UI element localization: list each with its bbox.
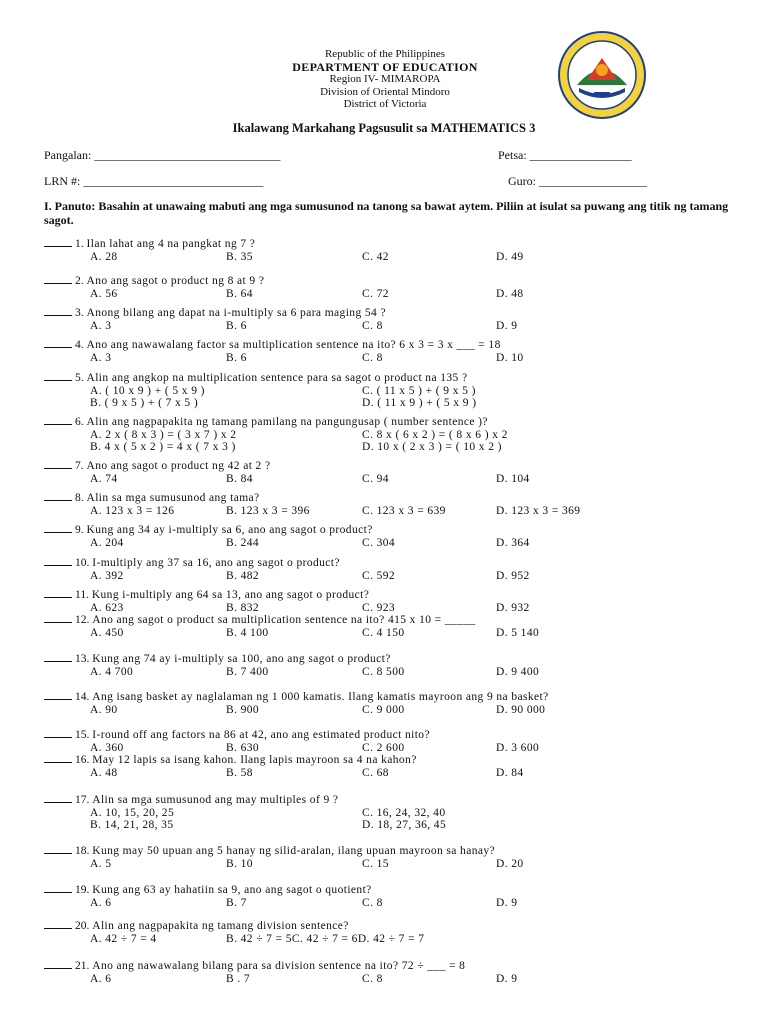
answer-blank[interactable] bbox=[44, 565, 72, 566]
question-number: 17. bbox=[75, 794, 93, 806]
question-number: 19. bbox=[75, 884, 93, 896]
question-number: 4. bbox=[75, 339, 87, 351]
option-row bbox=[44, 352, 744, 365]
answer-option: A. 2 x ( 8 x 3 ) = ( 3 x 7 ) x 2 bbox=[90, 428, 237, 441]
option-row bbox=[44, 288, 744, 301]
option-row bbox=[44, 973, 744, 986]
answer-option: B. 630 bbox=[226, 741, 260, 754]
answer-blank[interactable] bbox=[44, 315, 72, 316]
question-number: 20. bbox=[75, 920, 93, 932]
question-12 bbox=[44, 614, 744, 639]
answer-option: D. 952 bbox=[496, 569, 530, 582]
answer-option: A. 48 bbox=[90, 766, 118, 779]
answer-blank[interactable] bbox=[44, 737, 72, 738]
date-field[interactable]: Petsa: _________________ bbox=[498, 148, 632, 162]
answer-option: D. 5 140 bbox=[496, 626, 540, 639]
teacher-field[interactable]: Guro: __________________ bbox=[508, 174, 647, 188]
answer-option: B. 832 bbox=[226, 601, 260, 614]
answer-option: C. 42 bbox=[362, 250, 389, 263]
option-row bbox=[44, 385, 744, 398]
answer-option: B. ( 9 x 5 ) + ( 7 x 5 ) bbox=[90, 397, 199, 409]
question-stem bbox=[44, 589, 744, 602]
question-number: 2. bbox=[75, 275, 87, 287]
question-text: Alin sa mga sumusunod ang tama? bbox=[86, 492, 260, 504]
answer-option: D. 9 bbox=[496, 319, 518, 332]
question-stem bbox=[44, 754, 744, 767]
answer-option: D. 9 400 bbox=[496, 665, 540, 678]
question-text: Kung ang 63 ay hahatiin sa 9, ano ang sagot o quotient? bbox=[92, 884, 372, 896]
answer-option: A. 28 bbox=[90, 250, 118, 263]
answer-blank[interactable] bbox=[44, 347, 72, 348]
option-row bbox=[44, 858, 744, 871]
answer-blank[interactable] bbox=[44, 928, 72, 929]
answer-option: C. 72 bbox=[362, 287, 389, 300]
option-row bbox=[44, 537, 744, 550]
answer-blank[interactable] bbox=[44, 246, 72, 247]
answer-blank[interactable] bbox=[44, 661, 72, 662]
question-stem bbox=[44, 238, 744, 251]
question-text: Alin ang angkop na multiplication sentence para sa sagot o product na 135 ? bbox=[86, 372, 468, 384]
answer-option: B. 14, 21, 28, 35 bbox=[90, 819, 174, 831]
answer-blank[interactable] bbox=[44, 468, 72, 469]
question-stem bbox=[44, 729, 744, 742]
question-15 bbox=[44, 729, 744, 754]
question-number: 1. bbox=[75, 238, 87, 250]
answer-option: B . 7 bbox=[226, 972, 251, 985]
question-number: 14. bbox=[75, 691, 93, 703]
question-14 bbox=[44, 691, 744, 716]
answer-blank[interactable] bbox=[44, 622, 72, 623]
option-row bbox=[44, 251, 744, 264]
answer-option: D. 48 bbox=[496, 287, 524, 300]
answer-option: D. 9 bbox=[496, 972, 518, 985]
answer-option: B. 84 bbox=[226, 472, 253, 485]
answer-option: A. 204 bbox=[90, 536, 124, 549]
question-13 bbox=[44, 653, 744, 678]
answer-option: D. 10 bbox=[496, 351, 524, 364]
answer-option: C. 592 bbox=[362, 569, 396, 582]
answer-option: D. 18, 27, 36, 45 bbox=[362, 819, 447, 831]
answer-option: C. 8 bbox=[362, 896, 383, 909]
question-number: 11. bbox=[75, 589, 92, 601]
question-stem bbox=[44, 460, 744, 473]
question-4 bbox=[44, 339, 744, 364]
question-text: Kung i-multiply ang 64 sa 13, ano ang sagot o product? bbox=[91, 589, 370, 601]
question-stem bbox=[44, 691, 744, 704]
option-row bbox=[44, 505, 744, 518]
answer-blank[interactable] bbox=[44, 892, 72, 893]
name-field[interactable]: Pangalan: _______________________________ bbox=[44, 148, 281, 162]
question-stem bbox=[44, 845, 744, 858]
question-20 bbox=[44, 920, 744, 945]
question-text: Ano ang sagot o product ng 42 at 2 ? bbox=[86, 460, 271, 472]
answer-option: B. 482 bbox=[226, 569, 260, 582]
question-16 bbox=[44, 754, 744, 779]
question-number: 8. bbox=[75, 492, 87, 504]
answer-option: B. 4 100 bbox=[226, 626, 269, 639]
answer-blank[interactable] bbox=[44, 532, 72, 533]
header-region: Region IV- MIMAROPA bbox=[329, 73, 441, 85]
answer-option: D. 123 x 3 = 369 bbox=[496, 504, 581, 517]
answer-option: D. 20 bbox=[496, 857, 524, 870]
answer-option: C. 304 bbox=[362, 536, 396, 549]
answer-option: A. 6 bbox=[90, 972, 112, 985]
answer-option: D. 10 x ( 2 x 3 ) = ( 10 x 2 ) bbox=[362, 441, 502, 453]
answer-option: C. 94 bbox=[362, 472, 389, 485]
header-department: DEPARTMENT OF EDUCATION bbox=[292, 59, 478, 74]
answer-option: C. 923 bbox=[362, 601, 396, 614]
answer-option: D. 104 bbox=[496, 472, 530, 485]
question-stem bbox=[44, 524, 744, 537]
question-number: 10. bbox=[75, 557, 93, 569]
answer-option: B. 42 ÷ 7 = 5C. 42 ÷ 7 = 6D. 42 ÷ 7 = 7 bbox=[226, 932, 425, 945]
answer-option: B. 10 bbox=[226, 857, 253, 870]
answer-blank[interactable] bbox=[44, 424, 72, 425]
letterhead bbox=[220, 48, 550, 111]
question-number: 5. bbox=[75, 372, 87, 384]
question-number: 16. bbox=[75, 754, 93, 766]
question-18 bbox=[44, 845, 744, 870]
option-row bbox=[44, 570, 744, 583]
answer-option: C. 8 x ( 6 x 2 ) = ( 8 x 6 ) x 2 bbox=[362, 428, 508, 441]
answer-blank[interactable] bbox=[44, 500, 72, 501]
answer-option: C. 8 bbox=[362, 351, 383, 364]
answer-option: B. 58 bbox=[226, 766, 253, 779]
question-stem bbox=[44, 960, 744, 973]
answer-option: D. 3 600 bbox=[496, 741, 540, 754]
question-number: 3. bbox=[75, 307, 87, 319]
question-number: 6. bbox=[75, 416, 87, 428]
answer-option: B. 244 bbox=[226, 536, 260, 549]
answer-option: D. 932 bbox=[496, 601, 530, 614]
answer-option: A. 90 bbox=[90, 703, 118, 716]
answer-blank[interactable] bbox=[44, 380, 72, 381]
question-2 bbox=[44, 275, 744, 300]
answer-option: C. 16, 24, 32, 40 bbox=[362, 806, 446, 819]
answer-option: A. 3 bbox=[90, 351, 112, 364]
answer-option: C. 8 500 bbox=[362, 665, 405, 678]
option-row bbox=[44, 767, 744, 780]
question-text: Ano ang sagot o product ng 8 at 9 ? bbox=[86, 275, 265, 287]
answer-blank[interactable] bbox=[44, 283, 72, 284]
answer-option: A. 123 x 3 = 126 bbox=[90, 504, 175, 517]
answer-option: A. 360 bbox=[90, 741, 124, 754]
question-text: Kung ang 34 ay i-multiply sa 6, ano ang sagot o product? bbox=[86, 524, 373, 536]
question-text: May 12 lapis sa isang kahon. Ilang lapis mayroon sa 4 na kahon? bbox=[92, 754, 417, 766]
question-21 bbox=[44, 960, 744, 985]
answer-option: B. 35 bbox=[226, 250, 253, 263]
answer-option: C. 4 150 bbox=[362, 626, 405, 639]
answer-option: D. 364 bbox=[496, 536, 530, 549]
answer-blank[interactable] bbox=[44, 762, 72, 763]
answer-blank[interactable] bbox=[44, 597, 72, 598]
option-row bbox=[44, 429, 744, 442]
question-stem bbox=[44, 884, 744, 897]
question-text: Ano ang nawawalang bilang para sa division sentence na ito? 72 ÷ ___ = 8 bbox=[92, 960, 466, 972]
option-row bbox=[44, 320, 744, 333]
answer-option: B. 123 x 3 = 396 bbox=[226, 504, 310, 517]
answer-option: A. 3 bbox=[90, 319, 112, 332]
question-stem bbox=[44, 275, 744, 288]
question-10 bbox=[44, 557, 744, 582]
question-text: Kung may 50 upuan ang 5 hanay ng silid-aralan, ilang upuan mayroon sa hanay? bbox=[92, 845, 496, 857]
question-11 bbox=[44, 589, 744, 614]
question-text: Ano ang sagot o product sa multiplication sentence na ito? 415 x 10 = _____ bbox=[92, 614, 476, 626]
option-row bbox=[44, 819, 744, 832]
option-row bbox=[44, 473, 744, 486]
answer-option: A. 450 bbox=[90, 626, 124, 639]
question-number: 18. bbox=[75, 845, 93, 857]
question-text: Alin ang nagpapakita ng tamang division sentence? bbox=[92, 920, 349, 932]
answer-option: A. 6 bbox=[90, 896, 112, 909]
question-stem bbox=[44, 794, 744, 807]
option-row bbox=[44, 807, 744, 820]
answer-option: A. 56 bbox=[90, 287, 118, 300]
option-row bbox=[44, 933, 744, 946]
question-stem bbox=[44, 492, 744, 505]
answer-option: D. 9 bbox=[496, 896, 518, 909]
question-text: I-round off ang factors na 86 at 42, ano ang estimated product nito? bbox=[92, 729, 430, 741]
question-stem bbox=[44, 557, 744, 570]
answer-option: B. 6 bbox=[226, 351, 247, 364]
question-8 bbox=[44, 492, 744, 517]
header-republic: Republic of the Philippines bbox=[324, 48, 446, 60]
answer-option: D. 49 bbox=[496, 250, 524, 263]
answer-blank[interactable] bbox=[44, 699, 72, 700]
question-5 bbox=[44, 372, 744, 410]
answer-blank[interactable] bbox=[44, 968, 72, 969]
answer-option: C. 68 bbox=[362, 766, 389, 779]
question-text: Alin sa mga sumusunod ang may multiples of 9 ? bbox=[92, 794, 339, 806]
question-text: Ang isang basket ay naglalaman ng 1 000 kamatis. Ilang kamatis mayroon ang 9 na basket? bbox=[92, 691, 549, 703]
question-6 bbox=[44, 416, 744, 454]
question-number: 13. bbox=[75, 653, 93, 665]
answer-option: A. 10, 15, 20, 25 bbox=[90, 806, 175, 819]
answer-option: C. 8 bbox=[362, 319, 383, 332]
answer-option: C. 15 bbox=[362, 857, 389, 870]
question-stem bbox=[44, 372, 744, 385]
question-stem bbox=[44, 653, 744, 666]
question-stem bbox=[44, 307, 744, 320]
answer-option: B. 900 bbox=[226, 703, 260, 716]
answer-option: B. 7 400 bbox=[226, 665, 269, 678]
question-number: 9. bbox=[75, 524, 87, 536]
answer-option: A. ( 10 x 9 ) + ( 5 x 9 ) bbox=[90, 384, 205, 397]
option-row bbox=[44, 897, 744, 910]
question-number: 21. bbox=[75, 960, 93, 972]
option-row bbox=[44, 742, 744, 755]
answer-option: A. 4 700 bbox=[90, 665, 134, 678]
question-3 bbox=[44, 307, 744, 332]
option-row bbox=[44, 602, 744, 615]
question-stem bbox=[44, 339, 744, 352]
question-text: Kung ang 74 ay i-multiply sa 100, ano ang sagot o product? bbox=[92, 653, 391, 665]
answer-option: C. ( 11 x 5 ) + ( 9 x 5 ) bbox=[362, 384, 476, 397]
option-row bbox=[44, 397, 744, 410]
answer-option: D. 84 bbox=[496, 766, 524, 779]
question-text: Ilan lahat ang 4 na pangkat ng 7 ? bbox=[86, 238, 256, 250]
answer-option: A. 5 bbox=[90, 857, 112, 870]
question-19 bbox=[44, 884, 744, 909]
answer-blank[interactable] bbox=[44, 802, 72, 803]
question-stem bbox=[44, 920, 744, 933]
answer-option: B. 4 x ( 5 x 2 ) = 4 x ( 7 x 3 ) bbox=[90, 441, 236, 453]
answer-blank[interactable] bbox=[44, 853, 72, 854]
question-text: Alin ang nagpapakita ng tamang pamilang na pangungusap ( number sentence )? bbox=[86, 416, 488, 428]
answer-option: A. 74 bbox=[90, 472, 118, 485]
option-row bbox=[44, 627, 744, 640]
answer-option: C. 2 600 bbox=[362, 741, 405, 754]
question-stem bbox=[44, 416, 744, 429]
question-stem bbox=[44, 614, 744, 627]
question-text: I-multiply ang 37 sa 16, ano ang sagot o product? bbox=[92, 557, 340, 569]
answer-option: B. 7 bbox=[226, 896, 247, 909]
answer-option: A. 42 ÷ 7 = 4 bbox=[90, 932, 157, 945]
question-number: 15. bbox=[75, 729, 93, 741]
answer-option: D. ( 11 x 9 ) + ( 5 x 9 ) bbox=[362, 397, 477, 409]
question-number: 12. bbox=[75, 614, 93, 626]
question-7 bbox=[44, 460, 744, 485]
answer-option: C. 9 000 bbox=[362, 703, 405, 716]
division-seal-logo bbox=[557, 30, 647, 120]
option-row bbox=[44, 704, 744, 717]
question-number: 7. bbox=[75, 460, 87, 472]
question-text: Ano ang nawawalang factor sa multiplication sentence na ito? 6 x 3 = 3 x ___ = 18 bbox=[86, 339, 501, 351]
question-1 bbox=[44, 238, 744, 263]
question-9 bbox=[44, 524, 744, 549]
answer-option: A. 392 bbox=[90, 569, 124, 582]
question-text: Anong bilang ang dapat na i-multiply sa 6 para maging 54 ? bbox=[86, 307, 386, 319]
lrn-field[interactable]: LRN #: ______________________________ bbox=[44, 174, 264, 188]
answer-option: A. 623 bbox=[90, 601, 124, 614]
answer-option: D. 90 000 bbox=[496, 703, 546, 716]
option-row bbox=[44, 666, 744, 679]
answer-option: C. 8 bbox=[362, 972, 383, 985]
header-division: Division of Oriental Mindoro bbox=[320, 85, 450, 98]
answer-option: B. 64 bbox=[226, 287, 253, 300]
answer-option: C. 123 x 3 = 639 bbox=[362, 504, 446, 517]
answer-option: B. 6 bbox=[226, 319, 247, 332]
header-district: District of Victoria bbox=[343, 98, 427, 110]
option-row bbox=[44, 441, 744, 454]
exam-title: Ikalawang Markahang Pagsusulit sa MATHEMATICS 3 bbox=[232, 121, 536, 135]
instructions: I. Panuto: Basahin at unawaing mabuti ang mga sumusunod na tanong sa bawat aytem. Piliin at isulat sa puwang ang titik ng tamang sagot. bbox=[44, 199, 729, 227]
question-17 bbox=[44, 794, 744, 832]
